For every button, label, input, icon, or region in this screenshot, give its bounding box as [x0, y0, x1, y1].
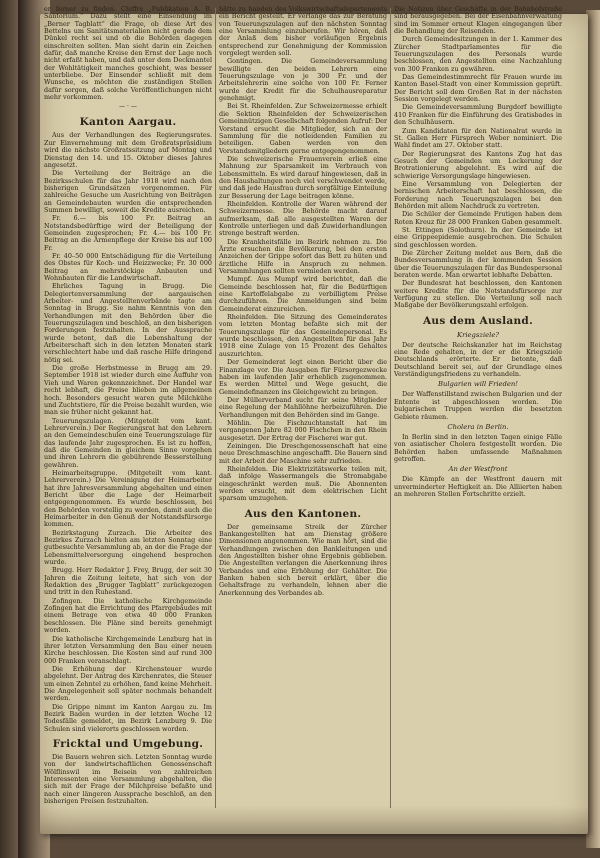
article-paragraph: Die Grippe nimmt im Kanton Aargau zu. Im Bezirk Baden wurden in der letzten Woche 12 Todesfälle gemeldet, im Bezirk Lenzburg 9. Die Schulen sind vielerorts geschlossen worden. — [44, 702, 212, 733]
article-paragraph: Die Verteilung der Beiträge an die Bezirksschulen für das Jahr 1918 wird nach den bisherigen Grundsätzen vorgenommen. Für zahlreiche Gesuche um Ausrichtung von Beiträgen an Gemeindebauten wurden die entsprechenden Summen bewilligt, soweit die Kredite ausreichen. — [44, 169, 212, 214]
article-paragraph: Der deutsche Reichskanzler hat im Reichstag eine Rede gehalten, in der er die Kriegsziele Deutschlands erörterte. Er betonte, daß Deutschland bereit sei, auf der Grundlage eines Verständigungsfriedens zu verhandeln. — [394, 340, 562, 379]
subheading: An der Westfront — [448, 465, 508, 474]
article-paragraph: St. Ettingen (Solothurn). In der Gemeinde ist eine Grippeepidemie ausgebrochen. Die Schulen sind geschlossen worden. — [394, 225, 562, 249]
article-paragraph: Teuerungszulagen. (Mitgeteilt vom kant. Lehrerverein.) Der Regierungsrat hat den Lehrern an den Gemeindeschulen eine Teuerungszulage für das laufende Jahr zugesprochen. Es ist zu hoffen, daß die Gemeinden in gleichem Sinne vorgehen und ihren Lehrern die gebührende Besserstellung gewähren. — [44, 416, 212, 469]
article-paragraph: Der Waffenstillstand zwischen Bulgarien und der Entente ist abgeschlossen worden. Die bulgarischen Truppen werden die besetzten Gebiete räumen. — [394, 390, 562, 421]
article-paragraph: Zum Kandidaten für den Nationalrat wurde in St. Gallen Herr Fürsprech Weber nominiert. Die Wahl findet am 27. Oktober statt. — [394, 126, 562, 150]
col2-intro: hätte zu handen des Volkswirtschaftsdepartements ein Bericht gestellt. Er verlange das zur Beratung von Teuerungszulagen auf den nächsten Sonntag eine Versammlung einzuberufen. Wir hören, daß der Anlaß dem bisher vorläufigen Ergebnis entsprechend zur Genehmigung der Kommission vorgelegt werden soll. — [219, 6, 387, 58]
separator: — · — — [119, 103, 137, 111]
article-paragraph: Zofingen. Die katholische Kirchgemeinde Zofingen hat die Errichtung des Pfarrgebäudes mit einem Betrage von etwa 40 000 Franken beschlossen. Die Pläne sind bereits genehmigt worden. — [44, 596, 212, 635]
article-paragraph: Rheinfelden. Die Sitzung des Gemeinderates vom letzten Montag befaßte sich mit der Teuerungszulage für das Gemeindepersonal. Es wurde beschlossen, den Angestellten für das Jahr 1918 eine Zulage von 15 Prozent des Gehaltes auszurichten. — [219, 313, 387, 358]
article-paragraph: Der Gemeinderat legt einen Bericht über die Finanzlage vor. Die Ausgaben für Fürsorgezwecke haben im laufenden Jahr erheblich zugenommen. Es werden Mittel und Wege gesucht, die Gemeindefinanzen ins Gleichgewicht zu bringen. — [219, 358, 387, 396]
article-paragraph: Möhlin. Die Fischzuchtanstalt hat im vergangenen Jahre 82 000 Fischchen in den Rhein ausgesetzt. Der Ertrag der Fischerei war gut. — [219, 418, 387, 442]
article-paragraph: Fr. 40–50 000 Entschädigung für die Verteilung des Obstes für Koch- und Heizzwecke; Fr. 30 000 Beitrag an mehrstöckige Anbauten und Wohnbauten für die Landwirtschaft. — [44, 251, 212, 282]
article-paragraph: Bei St. Rheinfelden. Zur Schweizermesse erhielt die Sektion Rheinfelden der Schweizerischen Gemeinnützigen Gesellschaft folgenden Aufruf: Der Vorstand ersucht die Mitglieder, sich an der Sammlung für die notleidenden Familien zu beteiligen. Gaben werden von den Vorstandsmitgliedern gerne entgegengenommen. — [219, 102, 387, 155]
article-paragraph: Ehrliches Tagung in Brugg. Die Delegiertenversammlung der aargauischen Arbeiter- und Angestelltenverbände tagte am Sonntag in Brugg. Sie nahm Kenntnis von den Verhandlungen mit den Behörden über die Teuerungszulagen und beschloß, an den bisherigen Forderungen festzuhalten. In der Aussprache wurde betont, daß die Lebenshaltung der Arbeiterschaft sich in den letzten Monaten stark verschlechtert habe und daß rasche Hilfe dringend nötig sei. — [44, 282, 212, 364]
article-paragraph: Die Gemeindeversammlung Burgdorf bewilligte 410 Franken für die Einführung des Gratisbades in den Schulhäusern. — [394, 103, 562, 127]
section-heading-aus-dem-ausland: Aus dem Ausland. — [422, 314, 534, 327]
section-heading-kanton-aargau: Kanton Aargau. — [79, 116, 177, 129]
article-paragraph: Brugg. Herr Redaktor J. Frey, Brugg, der seit 30 Jahren die Zeitung leitete, hat sich von der Redaktion des „Brugger Tagblatt“ zurückgezogen und tritt in den Ruhestand. — [44, 566, 212, 597]
column-3 — [394, 6, 562, 816]
section-heading-fricktal: Fricktal und Umgebung. — [52, 737, 204, 750]
col3-intro: Die Notizen über Geschäfte in der Bahnhofstraße sind herausgegeben. Bei der Eisenbahnverwaltung sind im Sommer erneut Klagen eingegangen über die Behandlung der Reisenden. — [394, 6, 562, 36]
article-paragraph: Das Gemeindestimmrecht für Frauen wurde im Kanton Basel-Stadt von einer Kommission geprüft. Der Bericht soll dem Großen Rat in der nächsten Session vorgelegt werden. — [394, 73, 562, 104]
article-paragraph: Rheinfelden. Kontrolle der Waren während der Schweizermesse. Die Behörde macht darauf aufmerksam, daß alle ausgestellten Waren der Kontrolle unterliegen und daß Zuwiderhandlungen strenge bestraft werden. — [219, 199, 387, 238]
article-paragraph: Bezirkstagung Zurzach. Die Arbeiter des Bezirkes Zurzach hielten am letzten Sonntag eine gutbesuchte Versammlung ab, an der die Frage der Lebensmittelversorgung eingehend besprochen wurde. — [44, 528, 212, 567]
page-stack-edge — [586, 10, 600, 848]
article-paragraph: Die große Herbstmesse in Brugg am 29. September 1918 ist wieder durch eine Auffuhr von Vieh und Waren gekennzeichnet. Der Handel war recht lebhaft, die Preise blieben im allgemeinen hoch. Besonders gesucht waren gute Milchkühe und Zuchtstiere, für die Preise bezahlt wurden, wie man sie früher nicht gekannt hat. — [44, 364, 212, 417]
article-paragraph: In Berlin sind in den letzten Tagen einige Fälle von asiatischer Cholera festgestellt worden. Die Behörden haben umfassende Maßnahmen getroffen. — [394, 432, 562, 463]
article-paragraph: Durch Gemeindesitzungen in der 1. Kammer des Zürcher Stadtparlamentes für die Teuerungszulagen des Personals wurde beschlossen, den Angestellten eine Nachzahlung von 300 Franken zu gewähren. — [394, 35, 562, 73]
article-paragraph: Aus der Verhandlungen des Regierungsrates. Zur Einvernehmung mit dem Großratspräsidium wird die nächste Großratssitzung auf Montag und Dienstag den 14. und 15. Oktober dieses Jahres angesetzt. — [44, 131, 212, 169]
col1-intro: er ferner zu finden. Chiffre „Publikation A. B. Santorium.“ Dazu stellt eine Einsendung im „Berner Tagblatt“ die Frage, ob diese Art des Bettelns um Sanitätsmaterialien nicht gerade dem Dünkel recht sei und ob die Behörden dagegen einschreiten sollten. Man sieht darin ein Zeichen dafür, daß manche Kreise den Ernst der Lage noch nicht erfaßt haben, und daß unter dem Deckmantel der Wohltätigkeit manches geschieht, was besser unterbliebe. Der Einsender schließt mit dem Wunsche, es möchten die zuständigen Stellen dafür sorgen, daß solche Veröffentlichungen nicht mehr vorkommen. — [44, 6, 212, 102]
page-bottom-shadow — [40, 806, 588, 834]
article-paragraph: Mumpf. Aus Mumpf wird berichtet, daß die Gemeinde beschlossen hat, für die Bedürftigen eine Kartoffelabgabe zu verbilligtem Preise durchzuführen. Die Anmeldungen sind beim Gemeinderat einzureichen. — [219, 275, 387, 313]
column-2 — [219, 6, 387, 816]
article-paragraph: Die Erhöhung der Kirchensteuer wurde abgelehnt. Der Antrag des Kirchenrates, die Steuer um einen Zehntel zu erhöhen, fand keine Mehrheit. Die Angelegenheit soll später nochmals behandelt werden. — [44, 664, 212, 703]
article-paragraph: Eine Versammlung von Delegierten der bernischen Arbeiterschaft hat beschlossen, die Forderung nach Teuerungszulagen bei den Behörden mit allem Nachdruck zu vertreten. — [394, 179, 562, 210]
article-paragraph: Die schweizerische Frauenverein erließ eine Mahnung zur Sparsamkeit im Verbrauch von Lebensmitteln. Es wird darauf hingewiesen, daß in den Haushaltungen noch viel verschwendet werde, und daß jede Hausfrau durch sorgfältige Einteilung zur Besserung der Lage beitragen könne. — [219, 154, 387, 200]
article-paragraph: Die Zürcher Zeitung meldet aus Bern, daß die Bundesversammlung in der kommenden Session über die Teuerungszulagen für das Bundespersonal beraten werde. Man erwartet lebhafte Debatten. — [394, 249, 562, 280]
article-paragraph: Die Bauern wehren sich. Letzten Sonntag wurde von der landwirtschaftlichen Genossenschaft Wölflinswil im Beisein von zahlreichen Interessenten eine Versammlung abgehalten, die sich mit der Frage der Milchpreise befaßte und nach einer längeren Aussprache beschloß, an den bisherigen Preisen festzuhalten. — [44, 752, 212, 806]
article-paragraph: Fr. 6.— bis 100 Fr. Beitrag an Notstandsbedürftige wird der Beteiligung der Gemeinden zugesprochen; Fr. 4.— bis 100 Fr. Beitrag an die Armenpflege der Kreise bis auf 100 Fr. — [44, 214, 212, 252]
subheading: Kriegsziele? — [457, 330, 499, 339]
column-rule-2 — [390, 8, 391, 808]
article-paragraph: Heimarbeitsgruppe. (Mitgeteilt vom kant. Lehrerverein.) Die Vereinigung der Heimarbeiter hat ihre Jahresversammlung abgehalten und einen Bericht über die Lage der Heimarbeit entgegengenommen. Es wurde beschlossen, bei den Behörden vorstellig zu werden, damit auch die Heimarbeiter in den Genuß der Notstandsfürsorge kommen. — [44, 468, 212, 529]
column-rule-1 — [215, 8, 216, 808]
article-paragraph: Der Bundesrat hat beschlossen, den Kantonen weitere Kredite für die Notstandsfürsorge zur Verfügung zu stellen. Die Verteilung soll nach Maßgabe der Bevölkerungszahl erfolgen. — [394, 279, 562, 310]
subheading: Bulgarien will Frieden! — [437, 380, 519, 389]
article-paragraph: Die Krankheitsfälle im Bezirk nehmen zu. Die Ärzte ersuchen die Bevölkerung, bei den ersten Anzeichen der Grippe sofort das Bett zu hüten und ärztliche Hilfe in Anspruch zu nehmen. Versammlungen sollten vermieden werden. — [219, 237, 387, 276]
article-paragraph: Der gemeinsame Streik der Zürcher Bankangestellten hat am Dienstag größere Dimensionen angenommen. Wie man hört, sind die Verhandlungen zwischen den Bankleitungen und den Angestellten bisher ohne Ergebnis geblieben. Die Angestellten verlangen die Anerkennung ihres Verbandes und eine Erhöhung der Gehälter. Die Banken haben sich bereit erklärt, über die Gehaltsfrage zu verhandeln, lehnen aber die Anerkennung des Verbandes ab. — [219, 522, 387, 597]
article-paragraph: Die Kämpfe an der Westfront dauern mit unverminderter Heftigkeit an. Die Alliierten haben an mehreren Stellen Fortschritte erzielt. — [394, 475, 562, 498]
article-paragraph: Der Regierungsrat des Kantons Zug hat das Gesuch der Gemeinden um Lockerung der Brotrationierung abgelehnt. Es wird auf die schwierige Versorgungslage hingewiesen. — [394, 149, 562, 180]
column-1 — [44, 6, 212, 816]
article-paragraph: Gontingen. Die Gemeindeversammlung bewilligte den beiden Lehrern eine Teuerungszulage von je 300 Fr. und der Arbeitslehrerin eine solche von 100 Fr. Ferner wurde der Kredit für die Schulhausreparatur genehmigt. — [219, 57, 387, 103]
section-heading-aus-den-kantonen: Aus den Kantonen. — [244, 507, 362, 520]
article-paragraph: Rheinfelden. Die Elektrizitätswerke teilen mit, daß infolge Wassermangels die Stromabgabe eingeschränkt werden muß. Die Abonnenten werden ersucht, mit dem elektrischen Licht sparsam umzugehen. — [219, 464, 387, 503]
article-paragraph: Der Müllerverband sucht für seine Mitglieder eine Regelung der Mahllöhne herbeizuführen. Die Verhandlungen mit den Behörden sind im Gange. — [219, 395, 387, 419]
subheading: Cholera in Berlin. — [447, 422, 509, 431]
article-paragraph: Die katholische Kirchgemeinde Lenzburg hat in ihrer letzten Versammlung den Bau einer neuen Kirche beschlossen. Die Kosten sind auf rund 300 000 Franken veranschlagt. — [44, 634, 212, 665]
article-paragraph: Die Schüler der Gemeinde Frutigen haben dem Roten Kreuz für 28 000 Franken Gaben gesammelt. — [394, 210, 562, 226]
article-paragraph: Zeiningen. Die Dreschgenossenschaft hat eine neue Dreschmaschine angeschafft. Die Bauern sind mit der Arbeit der Maschine sehr zufrieden. — [219, 441, 387, 465]
